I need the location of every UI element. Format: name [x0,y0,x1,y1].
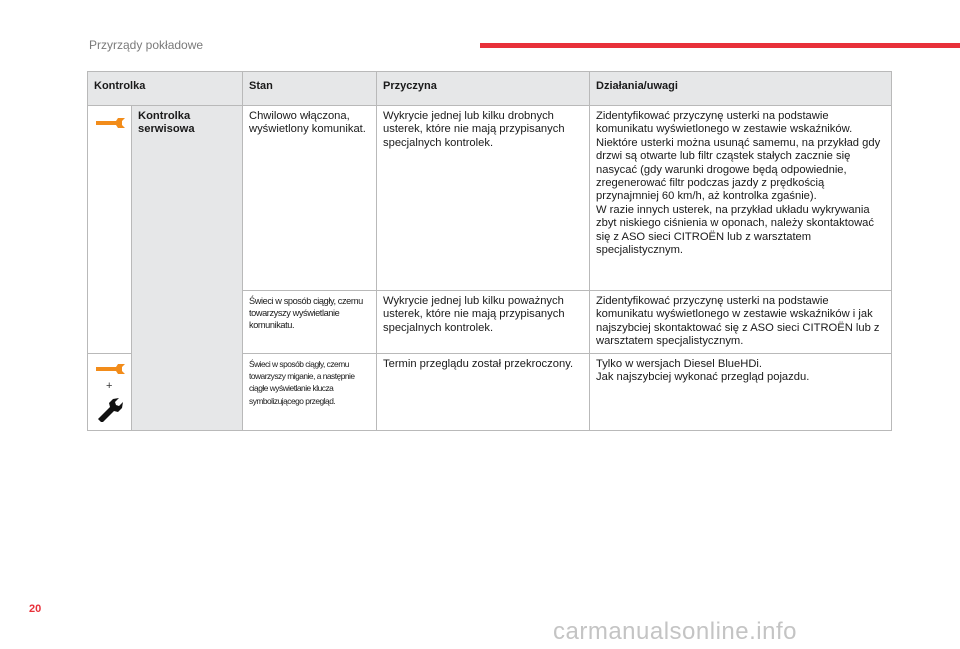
cause-cell: Wykrycie jednej lub kilku drobnych usterek, które nie mają przypisanych specjalnych kontrolek. [377,106,590,291]
column-header-state: Stan [243,72,377,106]
wrench-black-icon [95,396,125,422]
wrench-orange-icon [94,362,126,376]
indicator-icon-cell [88,353,132,430]
column-header-cause: Przyczyna [377,72,590,106]
wrench-orange-icon [94,116,126,130]
state-cell: Chwilowo włączona, wyświetlony komunikat. [243,106,377,291]
page-number: 20 [29,603,42,615]
action-cell: Zidentyfikować przyczynę usterki na podstawie komunikatu wyświetlonego w zestawie wskaźników. Niektóre usterki można usunąć samemu, na przykład gdy drzwi są otwarte lub filtr cząstek stałych zacznie się nasycać (gdy warunki drogowe będą odpowiednie, zregenerować filtr podczas jazdy z prędkością przynajmniej 60 km/h, aż kontrolka zgaśnie). W razie innych usterek, na przykład układu wykrywania zbyt niskiego ciśnienia w oponach, należy skontaktować się z ASO sieci CITROËN lub z warsztatem specjalistycznym. [590,106,892,291]
warning-lights-table [87,71,892,431]
watermark: carmanualsonline.info [553,618,797,645]
plus-sign: + [106,379,113,392]
state-cell: Świeci w sposób ciągły, czemu towarzyszy wyświetlanie komunikatu. [243,291,377,354]
action-cell: Tylko w wersjach Diesel BlueHDi. Jak najszybciej wykonać przegląd pojazdu. [590,353,892,430]
indicator-icon-cell [88,106,132,354]
cause-cell: Wykrycie jednej lub kilku poważnych usterek, które nie mają przypisanych specjalnych kontrolek. [377,291,590,354]
action-cell: Zidentyfikować przyczynę usterki na podstawie komunikatu wyświetlonego w zestawie wskaźników i jak najszybciej skontaktować się z ASO sieci CITROËN lub z warsztatem specjalistycznym. [590,291,892,354]
indicator-name: Kontrolka serwisowa [132,106,243,431]
table-row [88,106,892,291]
header-accent-bar [480,43,960,48]
table-header-row [88,72,892,106]
section-title: Przyrządy pokładowe [89,38,204,52]
column-header-action: Działania/uwagi [590,72,892,106]
column-header-indicator: Kontrolka [88,72,243,106]
cause-cell: Termin przeglądu został przekroczony. [377,353,590,430]
state-cell: Świeci w sposób ciągły, czemu towarzyszy miganie, a następnie ciągłe wyświetlanie klucza symbolizującego przegląd. [243,353,377,430]
